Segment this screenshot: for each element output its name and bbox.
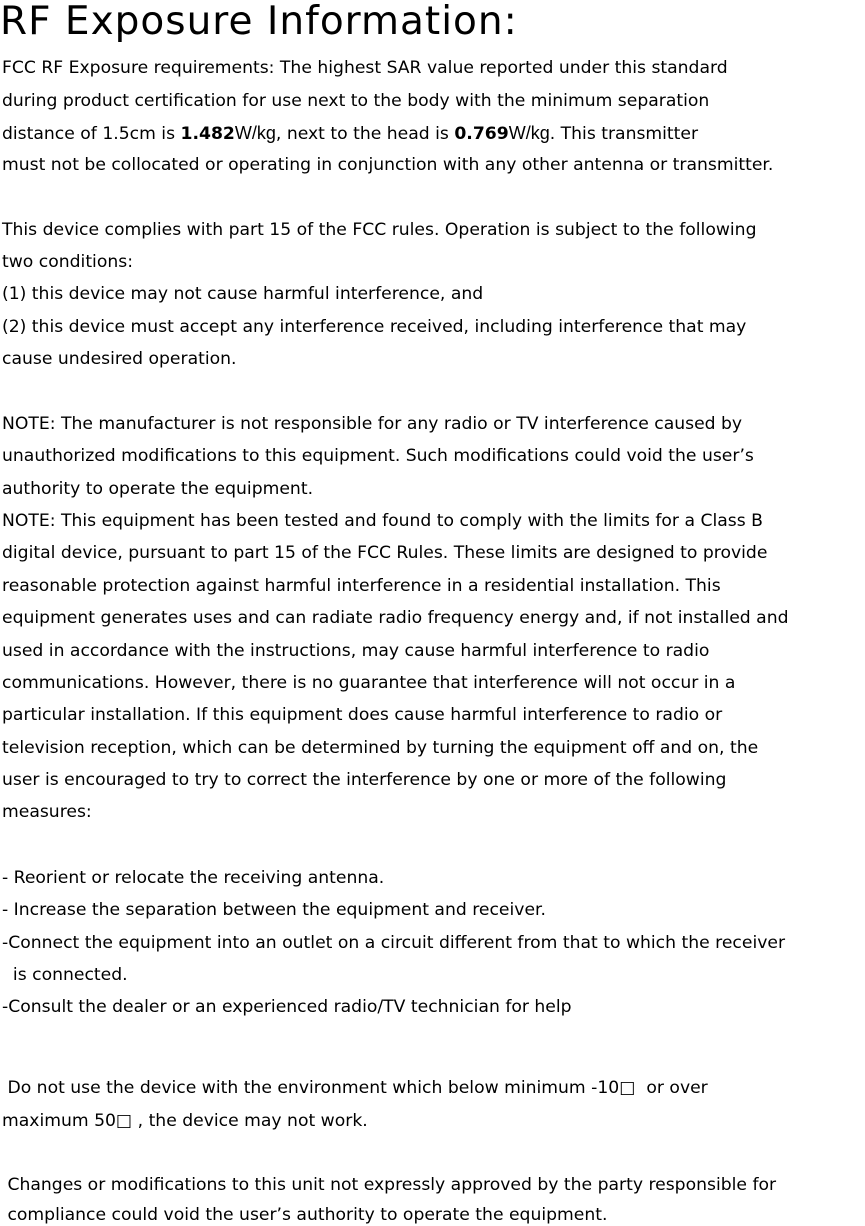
- measure-increase-separation: - Increase the separation between the equipment and receiver.: [2, 900, 546, 920]
- body-sar-value: 1.482: [180, 124, 235, 144]
- part15-condition-1: (1) this device may not cause harmful interference, and: [2, 284, 484, 304]
- note2-line-5: used in accordance with the instructions, may cause harmful interference to radio: [2, 641, 710, 661]
- rf-line-3-c: . This transmitter: [549, 124, 699, 144]
- note1-line-3: authority to operate the equipment.: [2, 479, 314, 499]
- rf-line-3-a: distance of 1.5cm is: [2, 124, 181, 144]
- part15-line-1: This device complies with part 15 of the FCC rules. Operation is subject to the following: [2, 220, 757, 240]
- note2-line-4: equipment generates uses and can radiate radio frequency energy and, if not installed and: [2, 608, 789, 628]
- rf-line-3: [2, 122, 698, 145]
- head-sar-value: 0.769: [454, 124, 509, 144]
- part15-line-2: two conditions:: [2, 252, 133, 272]
- measure-consult-dealer: -Consult the dealer or an experienced radio/TV technician for help: [2, 997, 572, 1017]
- changes-warning-line-1: Changes or modifications to this unit not expressly approved by the party responsible for: [2, 1175, 777, 1195]
- page-title: RF Exposure Information:: [0, 0, 518, 44]
- part15-line-5: cause undesired operation.: [2, 349, 237, 369]
- rf-line-4: must not be collocated or operating in conjunction with any other antenna or transmitter.: [2, 155, 774, 175]
- rf-line-1: FCC RF Exposure requirements: The highest SAR value reported under this standard: [2, 58, 728, 78]
- note2-line-1: NOTE: This equipment has been tested and found to comply with the limits for a Class B: [2, 511, 763, 531]
- head-sar-unit: W/kg: [508, 123, 550, 143]
- temperature-warning-line-2: maximum 50□ , the device may not work.: [2, 1111, 368, 1131]
- note2-line-7: particular installation. If this equipment does cause harmful interference to radio or: [2, 705, 723, 725]
- measure-reorient: - Reorient or relocate the receiving antenna.: [2, 868, 385, 888]
- note1-line-1: NOTE: The manufacturer is not responsible for any radio or TV interference caused by: [2, 414, 743, 434]
- note2-line-9: user is encouraged to try to correct the interference by one or more of the following: [2, 770, 727, 790]
- note2-line-10: measures:: [2, 802, 92, 822]
- changes-warning-line-2: compliance could void the user’s authority to operate the equipment.: [2, 1205, 608, 1225]
- measure-connect-outlet-cont: is connected.: [2, 965, 128, 985]
- rf-line-3-b: , next to the head is: [275, 124, 455, 144]
- measure-connect-outlet: -Connect the equipment into an outlet on a circuit different from that to which the receiver: [2, 933, 786, 953]
- note2-line-2: digital device, pursuant to part 15 of the FCC Rules. These limits are designed to provide: [2, 543, 768, 563]
- rf-line-2: during product certification for use next to the body with the minimum separation: [2, 91, 710, 111]
- part15-condition-2: (2) this device must accept any interference received, including interference that may: [2, 317, 747, 337]
- body-sar-unit: W/kg: [234, 123, 276, 143]
- note1-line-2: unauthorized modifications to this equipment. Such modifications could void the user’s: [2, 446, 754, 466]
- note2-line-6: communications. However, there is no guarantee that interference will not occur in a: [2, 673, 736, 693]
- note2-line-8: television reception, which can be determined by turning the equipment off and on, the: [2, 738, 759, 758]
- temperature-warning-line-1: Do not use the device with the environment which below minimum -10□ or over: [2, 1078, 708, 1098]
- note2-line-3: reasonable protection against harmful interference in a residential installation. This: [2, 576, 721, 596]
